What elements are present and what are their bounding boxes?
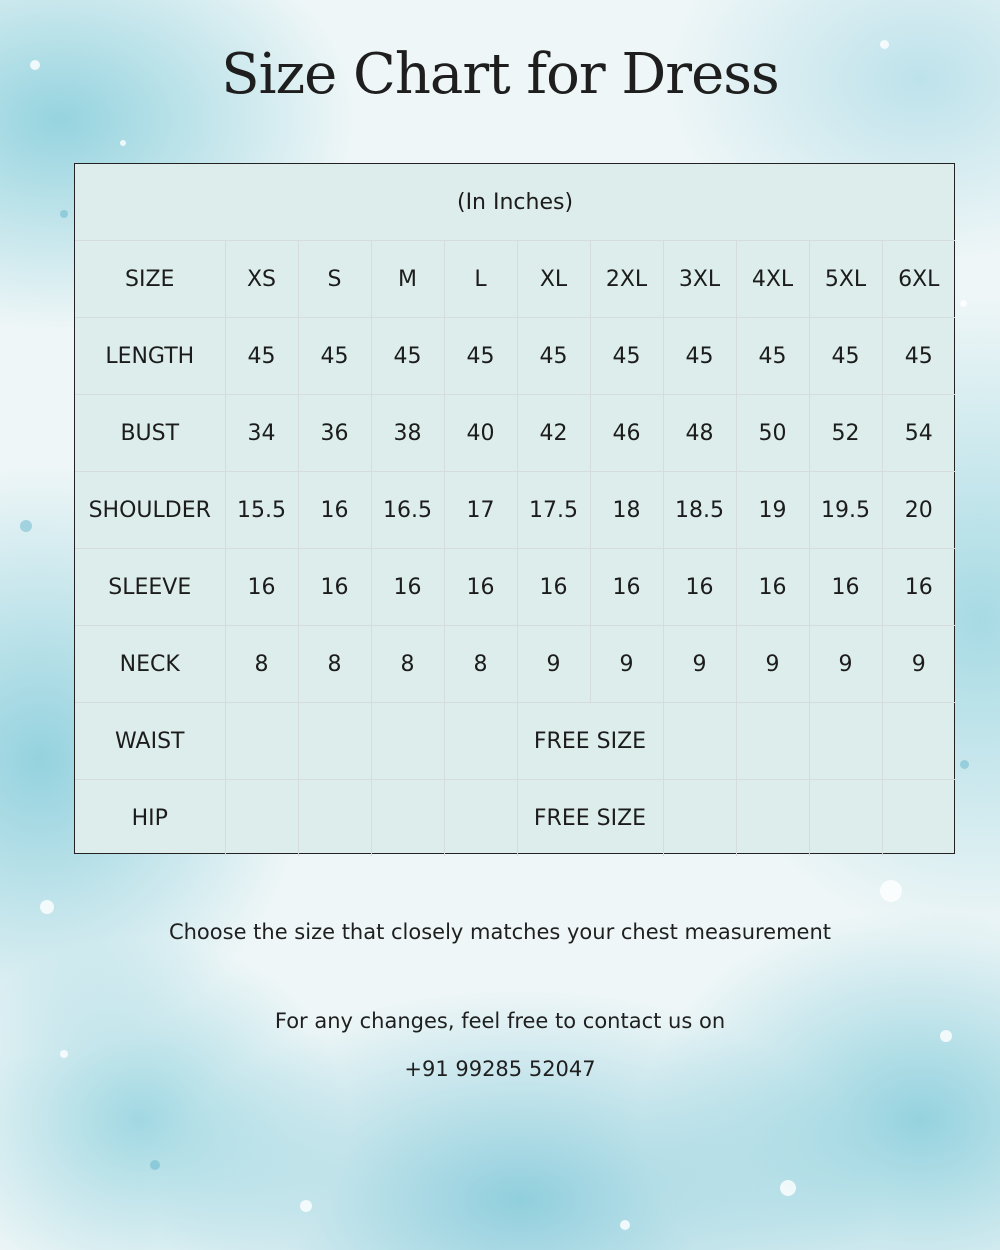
row-label: LENGTH — [75, 318, 225, 395]
contact-text: For any changes, feel free to contact us on — [274, 1009, 726, 1033]
table-cell: 36 — [298, 395, 371, 472]
table-cell: 45 — [298, 318, 371, 395]
empty-cell — [882, 703, 955, 780]
table-cell: 42 — [517, 395, 590, 472]
table-cell: 8 — [371, 626, 444, 703]
header-cell: 6XL — [882, 241, 955, 318]
table-cell: 9 — [882, 626, 955, 703]
empty-cell — [663, 703, 736, 780]
table-row-shoulder — [75, 472, 955, 549]
table-cell: 45 — [663, 318, 736, 395]
row-label: NECK — [75, 626, 225, 703]
table-cell: 9 — [663, 626, 736, 703]
table-cell: 8 — [225, 626, 298, 703]
table-cell: 45 — [517, 318, 590, 395]
table-row-waist — [75, 703, 955, 780]
row-label: HIP — [75, 780, 225, 857]
table-cell: 8 — [444, 626, 517, 703]
table-cell: 19 — [736, 472, 809, 549]
row-label: SLEEVE — [75, 549, 225, 626]
size-header-row — [75, 241, 955, 318]
table-cell: 34 — [225, 395, 298, 472]
table-cell: 45 — [225, 318, 298, 395]
caption-row — [75, 164, 955, 241]
table-cell: 45 — [882, 318, 955, 395]
table-cell: 9 — [517, 626, 590, 703]
header-cell: 5XL — [809, 241, 882, 318]
header-cell: L — [444, 241, 517, 318]
waist-free-size: FREE SIZE — [517, 703, 663, 780]
table-cell: 45 — [809, 318, 882, 395]
empty-cell — [809, 780, 882, 857]
table-cell: 16 — [444, 549, 517, 626]
empty-cell — [225, 780, 298, 857]
table-row-hip — [75, 780, 955, 857]
empty-cell — [736, 780, 809, 857]
table-cell: 16 — [225, 549, 298, 626]
header-cell: XS — [225, 241, 298, 318]
table-cell: 16 — [736, 549, 809, 626]
empty-cell — [298, 780, 371, 857]
empty-cell — [663, 780, 736, 857]
table-cell: 45 — [371, 318, 444, 395]
empty-cell — [882, 780, 955, 857]
table-cell: 54 — [882, 395, 955, 472]
table-cell: 18.5 — [663, 472, 736, 549]
hip-free-size: FREE SIZE — [517, 780, 663, 857]
header-cell: S — [298, 241, 371, 318]
table-cell: 17 — [444, 472, 517, 549]
table-cell: 15.5 — [225, 472, 298, 549]
size-advice-note: Choose the size that closely matches your chest measurement — [168, 920, 832, 944]
table-cell: 16 — [517, 549, 590, 626]
table-cell: 45 — [590, 318, 663, 395]
page-title: Size Chart for Dress — [221, 42, 779, 107]
table-cell: 9 — [590, 626, 663, 703]
empty-cell — [371, 703, 444, 780]
table-cell: 16 — [882, 549, 955, 626]
table-cell: 9 — [736, 626, 809, 703]
table-cell: 16 — [298, 549, 371, 626]
row-label: BUST — [75, 395, 225, 472]
header-cell: XL — [517, 241, 590, 318]
header-cell: SIZE — [75, 241, 225, 318]
table-row-length — [75, 318, 955, 395]
table-cell: 20 — [882, 472, 955, 549]
table-cell: 16.5 — [371, 472, 444, 549]
empty-cell — [371, 780, 444, 857]
header-cell: 2XL — [590, 241, 663, 318]
table-cell: 9 — [809, 626, 882, 703]
table-row-neck — [75, 626, 955, 703]
empty-cell — [444, 703, 517, 780]
table-cell: 8 — [298, 626, 371, 703]
table-cell: 52 — [809, 395, 882, 472]
row-label: SHOULDER — [75, 472, 225, 549]
table-cell: 18 — [590, 472, 663, 549]
table-cell: 45 — [736, 318, 809, 395]
empty-cell — [298, 703, 371, 780]
table-cell: 46 — [590, 395, 663, 472]
empty-cell — [444, 780, 517, 857]
table-cell: 16 — [298, 472, 371, 549]
table-cell: 17.5 — [517, 472, 590, 549]
table-row-bust — [75, 395, 955, 472]
size-chart-table — [74, 163, 955, 854]
table-row-sleeve — [75, 549, 955, 626]
table-cell: 38 — [371, 395, 444, 472]
table-cell: 48 — [663, 395, 736, 472]
header-cell: M — [371, 241, 444, 318]
row-label: WAIST — [75, 703, 225, 780]
empty-cell — [225, 703, 298, 780]
contact-phone: +91 99285 52047 — [404, 1057, 596, 1081]
unit-caption: (In Inches) — [75, 164, 955, 241]
table-cell: 50 — [736, 395, 809, 472]
size-table — [75, 164, 955, 856]
header-cell: 3XL — [663, 241, 736, 318]
table-cell: 16 — [590, 549, 663, 626]
empty-cell — [736, 703, 809, 780]
header-cell: 4XL — [736, 241, 809, 318]
table-cell: 16 — [809, 549, 882, 626]
table-cell: 16 — [371, 549, 444, 626]
empty-cell — [809, 703, 882, 780]
table-cell: 19.5 — [809, 472, 882, 549]
table-cell: 40 — [444, 395, 517, 472]
table-cell: 45 — [444, 318, 517, 395]
table-cell: 16 — [663, 549, 736, 626]
